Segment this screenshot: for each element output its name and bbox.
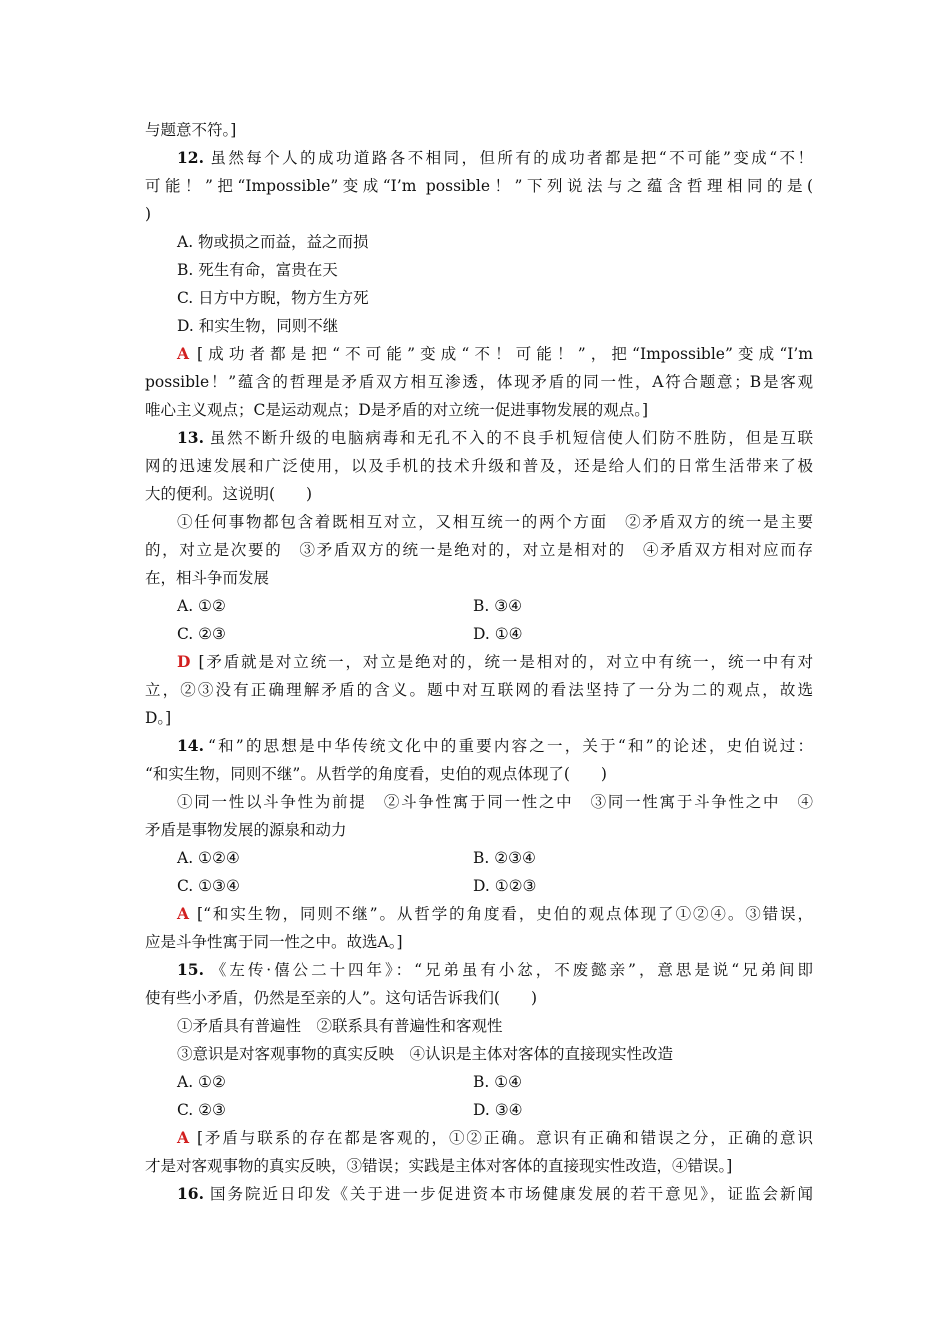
answer-letter: A: [177, 904, 190, 923]
question-13-line-1: 13. 虽然不断升级的电脑病毒和无孔不入的不良手机短信使人们防不胜防，但是互联: [177, 428, 813, 447]
statement-13-line-3: 在，相斗争而发展: [145, 569, 270, 587]
question-15-line-1: 15. 《左传·僖公二十四年》：“兄弟虽有小忿，不废懿亲”，意思是说“兄弟间即: [177, 960, 813, 979]
question-13-line-3: 大的便利。这说明( ): [145, 485, 313, 503]
option-c: C. 日方中方睨，物方生方死: [177, 289, 369, 307]
answer-13-line-3: D。]: [145, 709, 172, 727]
answer-12-line-1: A [成功者都是把“不可能”变成“不！可能！”，把“Impossible”变成“I’m: [177, 344, 813, 363]
question-number: 16.: [177, 1184, 204, 1203]
question-number: 12.: [177, 148, 204, 167]
answer-letter: A: [177, 344, 190, 363]
answer-14-line-2: 应是斗争性寓于同一性之中。故选A。]: [145, 933, 403, 951]
answer-letter: D: [177, 652, 191, 671]
option-d: D. ①④: [473, 625, 523, 643]
answer-14-line-1: A [“和实生物，同则不继”。从哲学的角度看，史伯的观点体现了①②④。③错误，: [177, 904, 813, 923]
question-number: 15.: [177, 960, 204, 979]
option-b: B. 死生有命，富贵在天: [177, 261, 338, 279]
question-14-line-1: 14. “和”的思想是中华传统文化中的重要内容之一，关于“和”的论述，史伯说过：: [177, 736, 813, 755]
option-a: A. ①②: [177, 1073, 226, 1091]
statement-14-line-1: ①同一性以斗争性为前提 ②斗争性寓于同一性之中 ③同一性寓于斗争性之中 ④: [177, 793, 813, 811]
question-14-line-2: “和实生物，同则不继”。从哲学的角度看，史伯的观点体现了( ): [145, 765, 607, 783]
option-a: A. ①②④: [177, 849, 240, 867]
option-b: B. ②③④: [473, 849, 536, 867]
statement-15-line-2: ③意识是对客观事物的真实反映 ④认识是主体对客体的直接现实性改造: [177, 1045, 674, 1063]
question-15-line-2: 使有些小矛盾，仍然是至亲的人”。这句话告诉我们( ): [145, 989, 538, 1007]
option-d: D. ③④: [473, 1101, 523, 1119]
option-d: D. 和实生物，同则不继: [177, 317, 339, 335]
answer-13-line-1: D [矛盾就是对立统一，对立是绝对的，统一是相对的，对立中有统一，统一中有对: [177, 652, 813, 671]
answer-13-line-2: 立，②③没有正确理解矛盾的含义。题中对互联网的看法坚持了一分为二的观点，故选: [145, 681, 813, 699]
answer-12-line-3: 唯心主义观点；C是运动观点；D是矛盾的对立统一促进事物发展的观点。]: [145, 401, 649, 419]
option-c: C. ②③: [177, 1101, 226, 1119]
option-a: A. 物或损之而益，益之而损: [177, 233, 369, 251]
question-12-line-3: ): [145, 205, 152, 223]
question-number: 13.: [177, 428, 204, 447]
carry-over-text: 与题意不符。]: [145, 121, 237, 139]
question-12-line-2: 可能！”把“Impossible”变成“I’m possible！”下列说法与之蕴含哲理相同的是(: [145, 177, 813, 195]
option-d: D. ①②③: [473, 877, 537, 895]
question-number: 14.: [177, 736, 204, 755]
question-12-line-1: 12. 虽然每个人的成功道路各不相同，但所有的成功者都是把“不可能”变成“不！: [177, 148, 813, 167]
answer-15-line-2: 才是对客观事物的真实反映，③错误；实践是主体对客体的直接现实性改造，④错误。]: [145, 1157, 733, 1175]
option-c: C. ②③: [177, 625, 226, 643]
question-16-line-1: 16. 国务院近日印发《关于进一步促进资本市场健康发展的若干意见》，证监会新闻: [177, 1184, 813, 1203]
question-13-line-2: 网的迅速发展和广泛使用，以及手机的技术升级和普及，还是给人们的日常生活带来了极: [145, 457, 813, 475]
option-b: B. ③④: [473, 597, 523, 615]
statement-13-line-2: 的，对立是次要的 ③矛盾双方的统一是绝对的，对立是相对的 ④矛盾双方相对应而存: [145, 541, 813, 559]
answer-12-line-2: possible！”蕴含的哲理是矛盾双方相互渗透，体现矛盾的同一性，A符合题意；B是客观: [145, 373, 813, 391]
answer-letter: A: [177, 1128, 190, 1147]
option-a: A. ①②: [177, 597, 226, 615]
option-c: C. ①③④: [177, 877, 240, 895]
statement-14-line-2: 矛盾是事物发展的源泉和动力: [145, 821, 347, 839]
statement-13-line-1: ①任何事物都包含着既相互对立，又相互统一的两个方面 ②矛盾双方的统一是主要: [177, 513, 813, 531]
statement-15-line-1: ①矛盾具有普遍性 ②联系具有普遍性和客观性: [177, 1017, 503, 1035]
answer-15-line-1: A [矛盾与联系的存在都是客观的，①②正确。意识有正确和错误之分，正确的意识: [177, 1128, 813, 1147]
option-b: B. ①④: [473, 1073, 523, 1091]
